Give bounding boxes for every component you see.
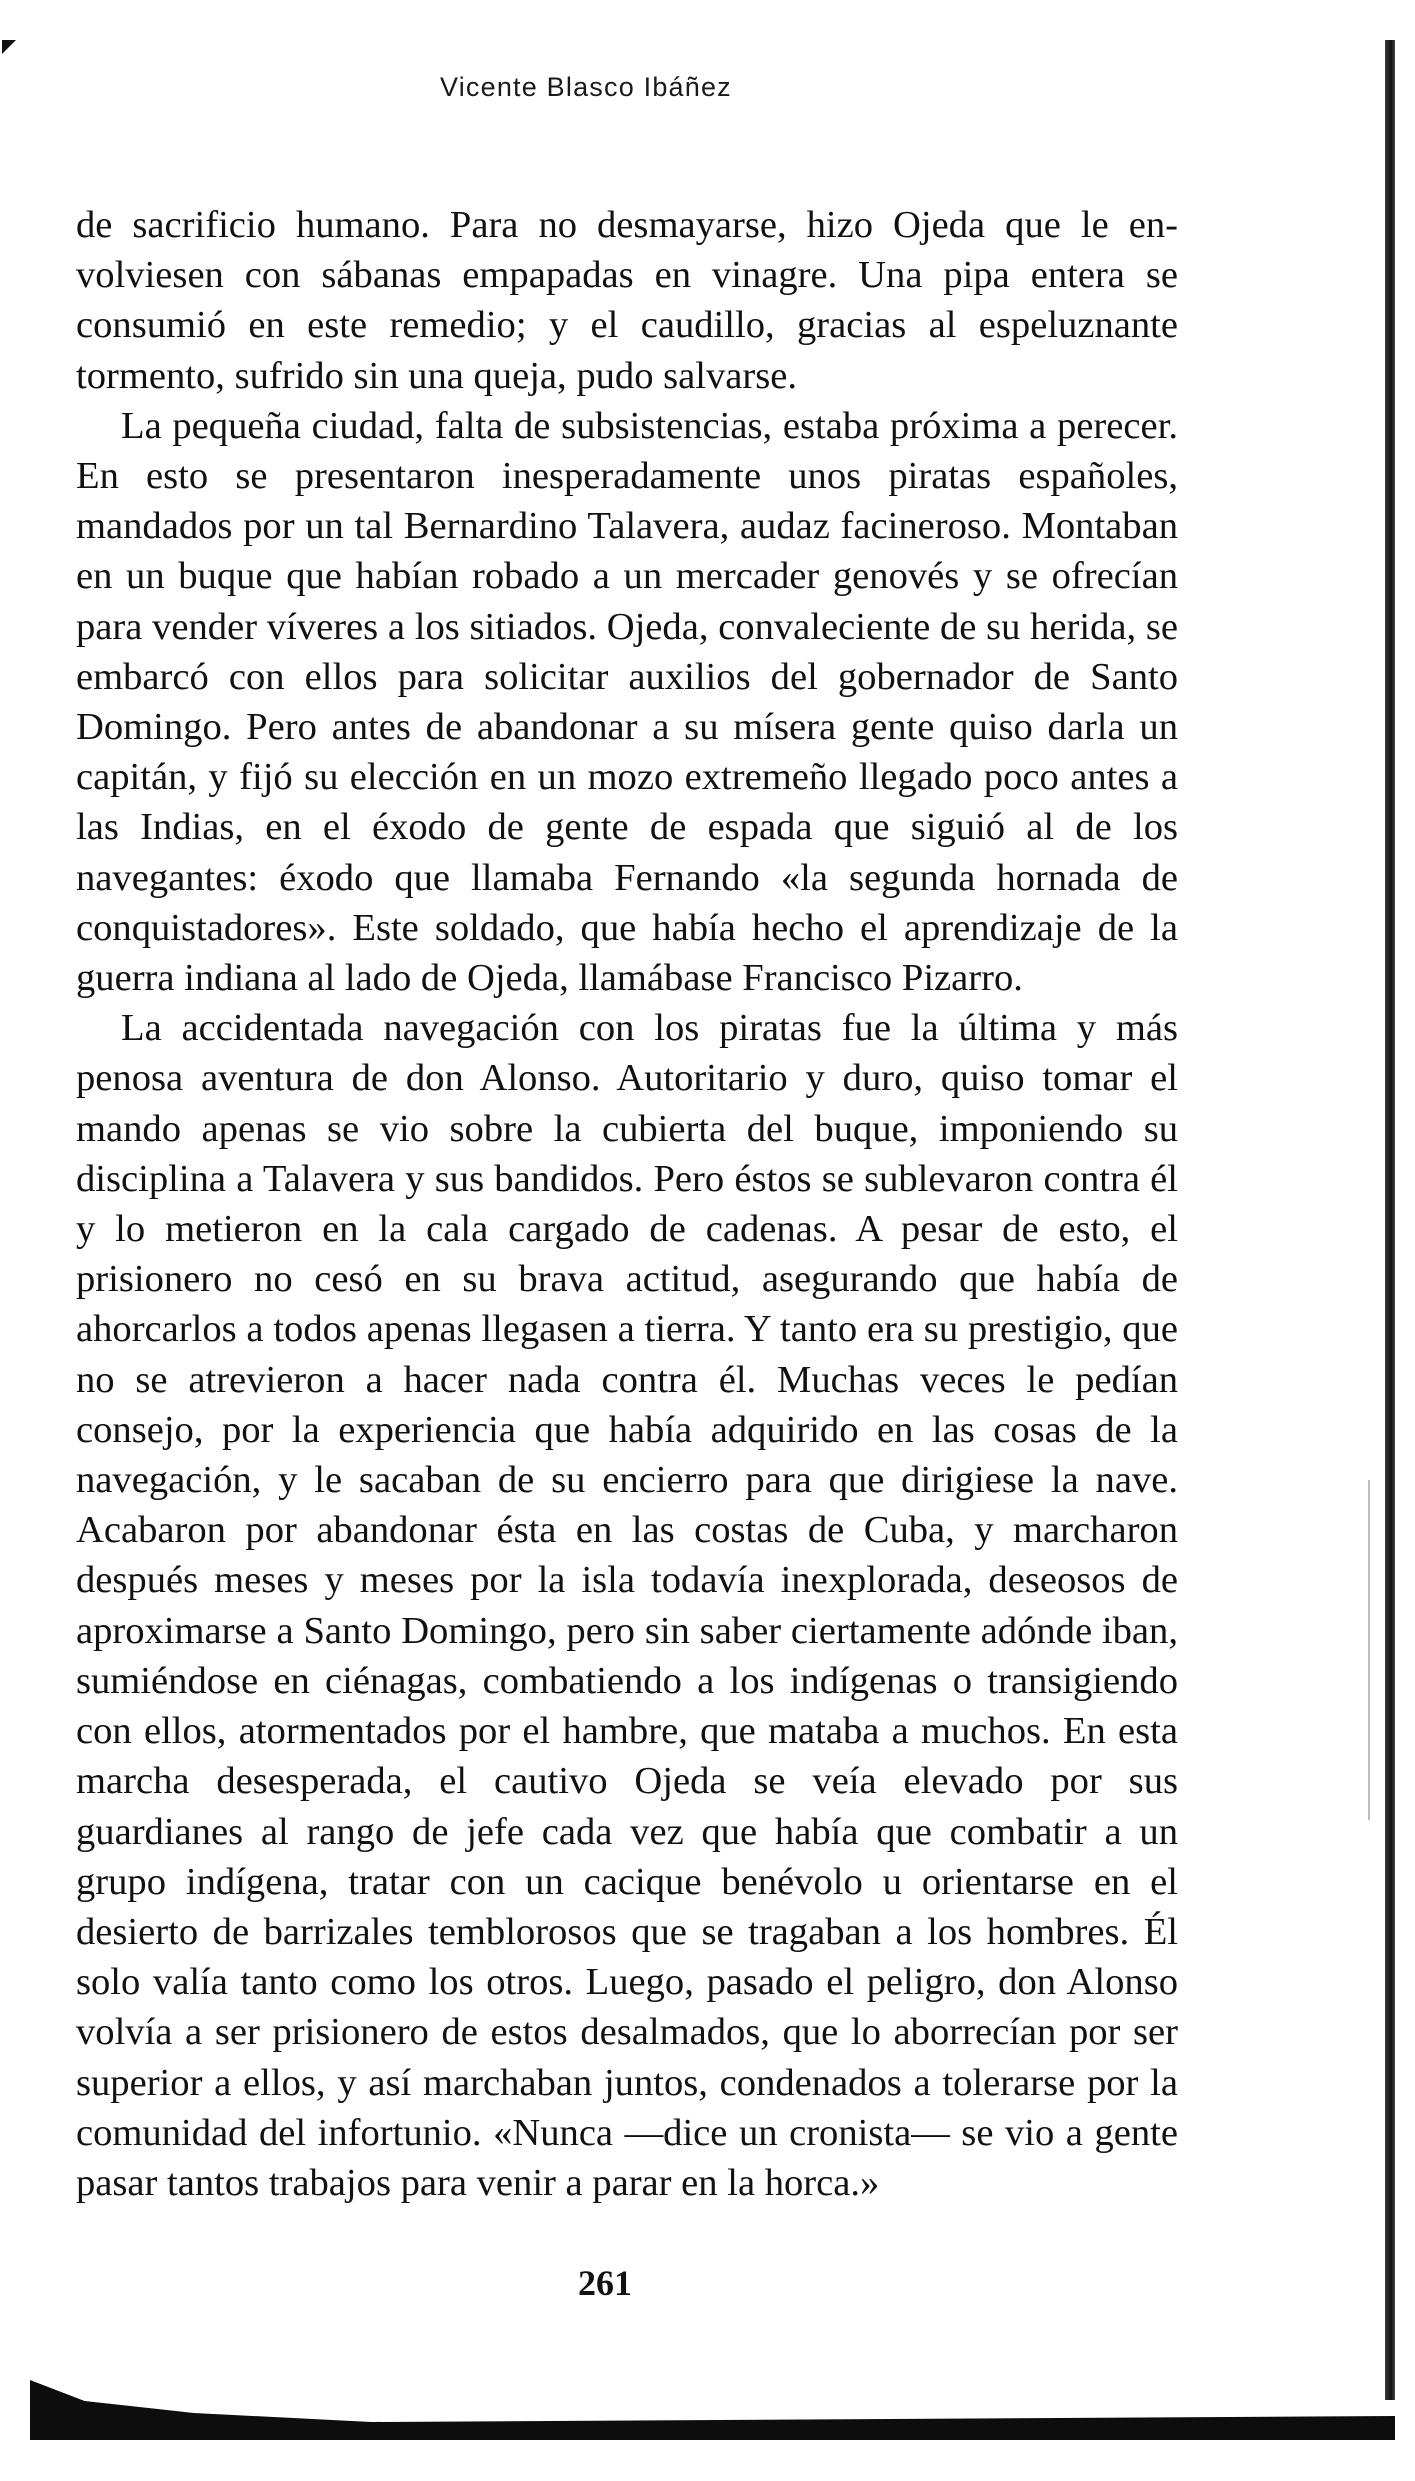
paragraph-3: La accidentada navegación con los piratas fue la última y más penosa aventura de don Alonso. Autoritario y duro, quiso tomar el mando apenas se vio sobre la cubierta del buque, imponiendo su disciplina a Talavera y sus bandidos. Pero éstos se sublevaron contra él y lo metieron en la cala cargado de cadenas. A pesar de esto, el prisionero no cesó en su brava actitud, asegurando que había de ahorcarlos a todos apenas llegasen a tierra. Y tanto era su prestigio, que no se atrevieron a hacer nada contra él. Muchas veces le pedían consejo, por la experiencia que había adquirido en las cosas de la navegación, y le sacaban de su encierro para que dirigiese la nave. Acabaron por abandonar ésta en las costas de Cuba, y marcharon después meses y meses por la isla todavía inexplorada, deseosos de aproximarse a Santo Domingo, pero sin saber ciertamente adónde iban, sumiéndose en ciénagas, combatiendo a los indígenas o transigiendo con ellos, atormentados por el hambre, que mataba a muchos. En esta marcha desesperada, el cautivo Ojeda se veía elevado por sus guardianes al rango de jefe cada vez que había que combatir a un grupo indígena, tratar con un cacique benévolo u orientarse en el desierto de barrizales temblorosos que se tragaban a los hombres. Él solo valía tanto como los otros. Luego, pasado el peligro, don Alonso volvía a ser prisionero de estos desalmados, que lo aborrecían por ser superior a ellos, y así marchaban juntos, condenados a tolerarse por la comunidad del infortunio. «Nunca —dice un cronista— se vio a gente pasar tantos trabajos para venir a parar en la horca.» xyxy=(76,1007,1178,2204)
page-edge-line xyxy=(1368,1480,1370,1820)
corner-scan-mark xyxy=(2,40,16,54)
page-edge-shadow xyxy=(1385,40,1395,2400)
paragraph-2: La pequeña ciudad, falta de subsistencias, estaba próxima a perecer. En esto se presentaron inesperadamente unos piratas españoles, mandados por un tal Bernardino Talavera, audaz facineroso. Montaban en un buque que habían robado a un mercader genovés y se ofrecían para vender víveres a los sitiados. Ojeda, convaleciente de su herida, se embarcó con ellos para solicitar auxilios del gobernador de Santo Domingo. Pero antes de abandonar a su mísera gente quiso darla un capitán, y fijó su elección en un mozo extremeño llegado poco antes a las Indias, en el éxodo de gente de espada que siguió al de los navegantes: éxodo que llamaba Fernando «la segunda hornada de conquistadores». Este soldado, que había hecho el aprendizaje de la guerra indiana al lado de Ojeda, llamábase Francisco Pizarro. xyxy=(76,404,1178,1000)
page-number: 261 xyxy=(578,2263,632,2303)
main-text xyxy=(76,200,1178,2208)
paragraph-1: de sacrificio humano. Para no desmayarse, hizo Ojeda que le envolviesen con sábanas empapadas en vinagre. Una pipa entera se consumió en este remedio; y el caudillo, gracias al espeluznante tormento, sufrido sin una queja, pudo salvarse. xyxy=(76,204,1178,397)
running-header: Vicente Blasco Ibáñez xyxy=(440,72,732,102)
binding-shadow xyxy=(30,2380,1395,2440)
bottom-margin xyxy=(0,2440,1415,2481)
